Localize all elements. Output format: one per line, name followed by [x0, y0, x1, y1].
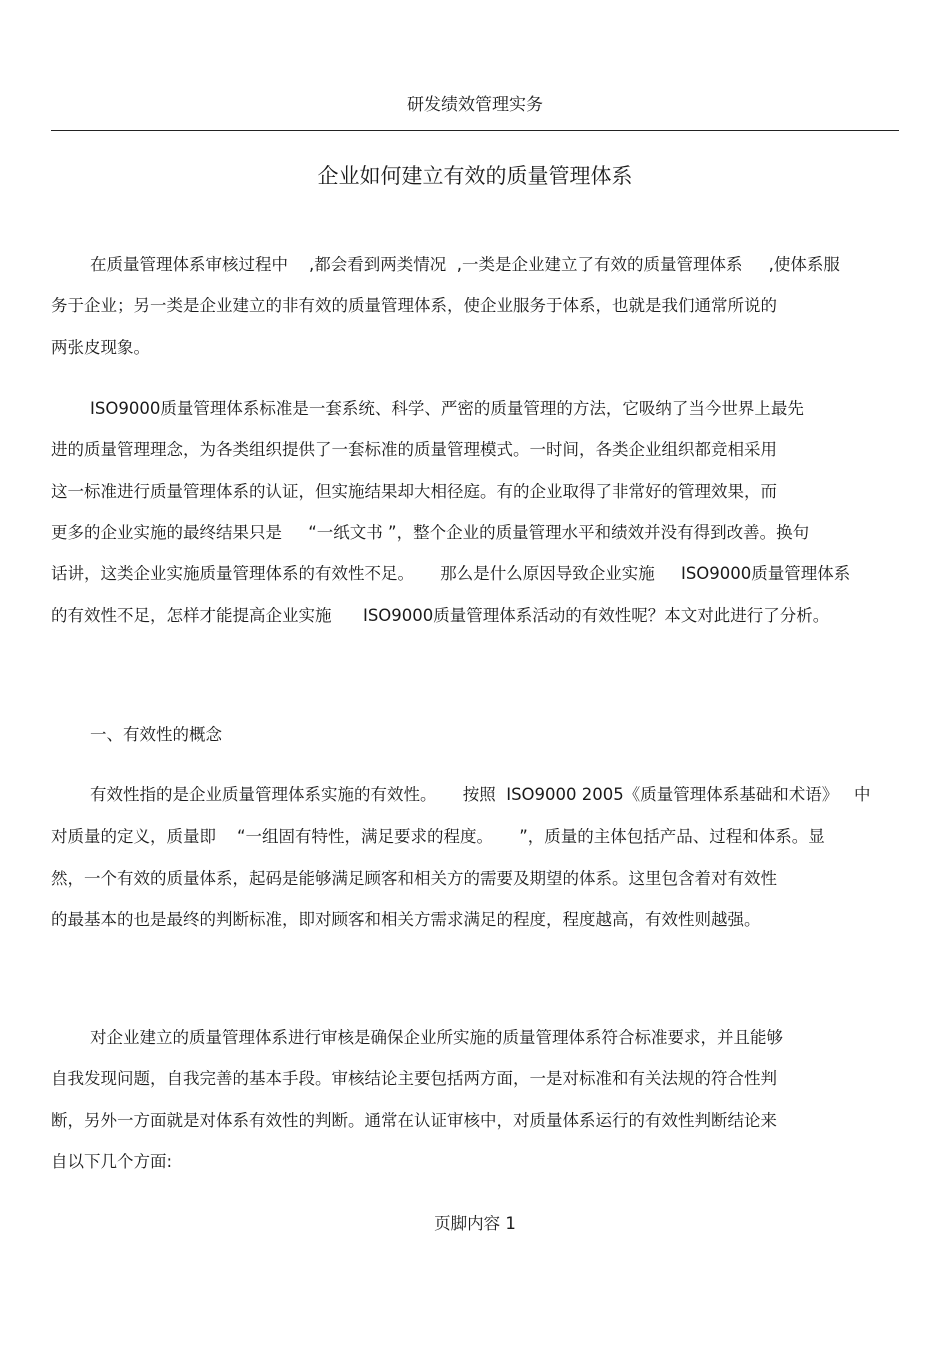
page-footer: 页脚内容 1 — [434, 1214, 516, 1233]
para3-line: 对质量的定义，质量即 “一组固有特性，满足要求的程度。 ”，质量的主体包括产品、过程和体系。显 — [51, 827, 825, 846]
para3-line: 的最基本的也是最终的判断标准，即对顾客和相关方需求满足的程度，程度越高，有效性则越强。 — [51, 910, 761, 929]
para1-line: 在质量管理体系审核过程中 ,都会看到两类情况 ,一类是企业建立了有效的质量管理体系 ,使体系服 — [90, 255, 840, 274]
para4-line: 断，另外一方面就是对体系有效性的判断。通常在认证审核中，对质量体系运行的有效性判断结论来 — [51, 1111, 777, 1130]
para3-line: 然，一个有效的质量体系，起码是能够满足顾客和相关方的需要及期望的体系。这里包含着对有效性 — [51, 869, 777, 888]
header-rule — [51, 130, 899, 131]
para2-line: 更多的企业实施的最终结果只是 “一纸文书 ”，整个企业的质量管理水平和绩效并没有得到改善。换句 — [51, 523, 810, 542]
para2-line: 这一标准进行质量管理体系的认证，但实施结果却大相径庭。有的企业取得了非常好的管理效果，而 — [51, 482, 777, 501]
para1-line: 务于企业；另一类是企业建立的非有效的质量管理体系，使企业服务于体系，也就是我们通常所说的 — [51, 296, 777, 315]
para4-line: 自以下几个方面: — [51, 1152, 173, 1171]
running-header: 研发绩效管理实务 — [407, 95, 543, 115]
para2-line: ISO9000质量管理体系标准是一套系统、科学、严密的质量管理的方法，它吸纳了当今世界上最先 — [90, 399, 804, 418]
para1-line: 两张皮现象。 — [51, 338, 150, 357]
para2-line: 话讲，这类企业实施质量管理体系的有效性不足。 那么是什么原因导致企业实施 ISO9000质量管理体系 — [51, 564, 851, 583]
para3-line: 有效性指的是企业质量管理体系实施的有效性。 按照 ISO9000 2005《质量管理体系基础和术语》 中 — [90, 785, 871, 804]
para4-line: 自我发现问题，自我完善的基本手段。审核结论主要包括两方面，一是对标准和有关法规的符合性判 — [51, 1069, 777, 1088]
para2-line: 进的质量管理理念，为各类组织提供了一套标准的质量管理模式。一时间，各类企业组织都竞相采用 — [51, 440, 777, 459]
para2-line: 的有效性不足，怎样才能提高企业实施 ISO9000质量管理体系活动的有效性呢？本文对此进行了分析。 — [51, 606, 830, 625]
section-heading: 一、有效性的概念 — [90, 725, 222, 744]
para4-line: 对企业建立的质量管理体系进行审核是确保企业所实施的质量管理体系符合标准要求，并且能够 — [90, 1028, 783, 1047]
document-title: 企业如何建立有效的质量管理体系 — [317, 164, 633, 188]
